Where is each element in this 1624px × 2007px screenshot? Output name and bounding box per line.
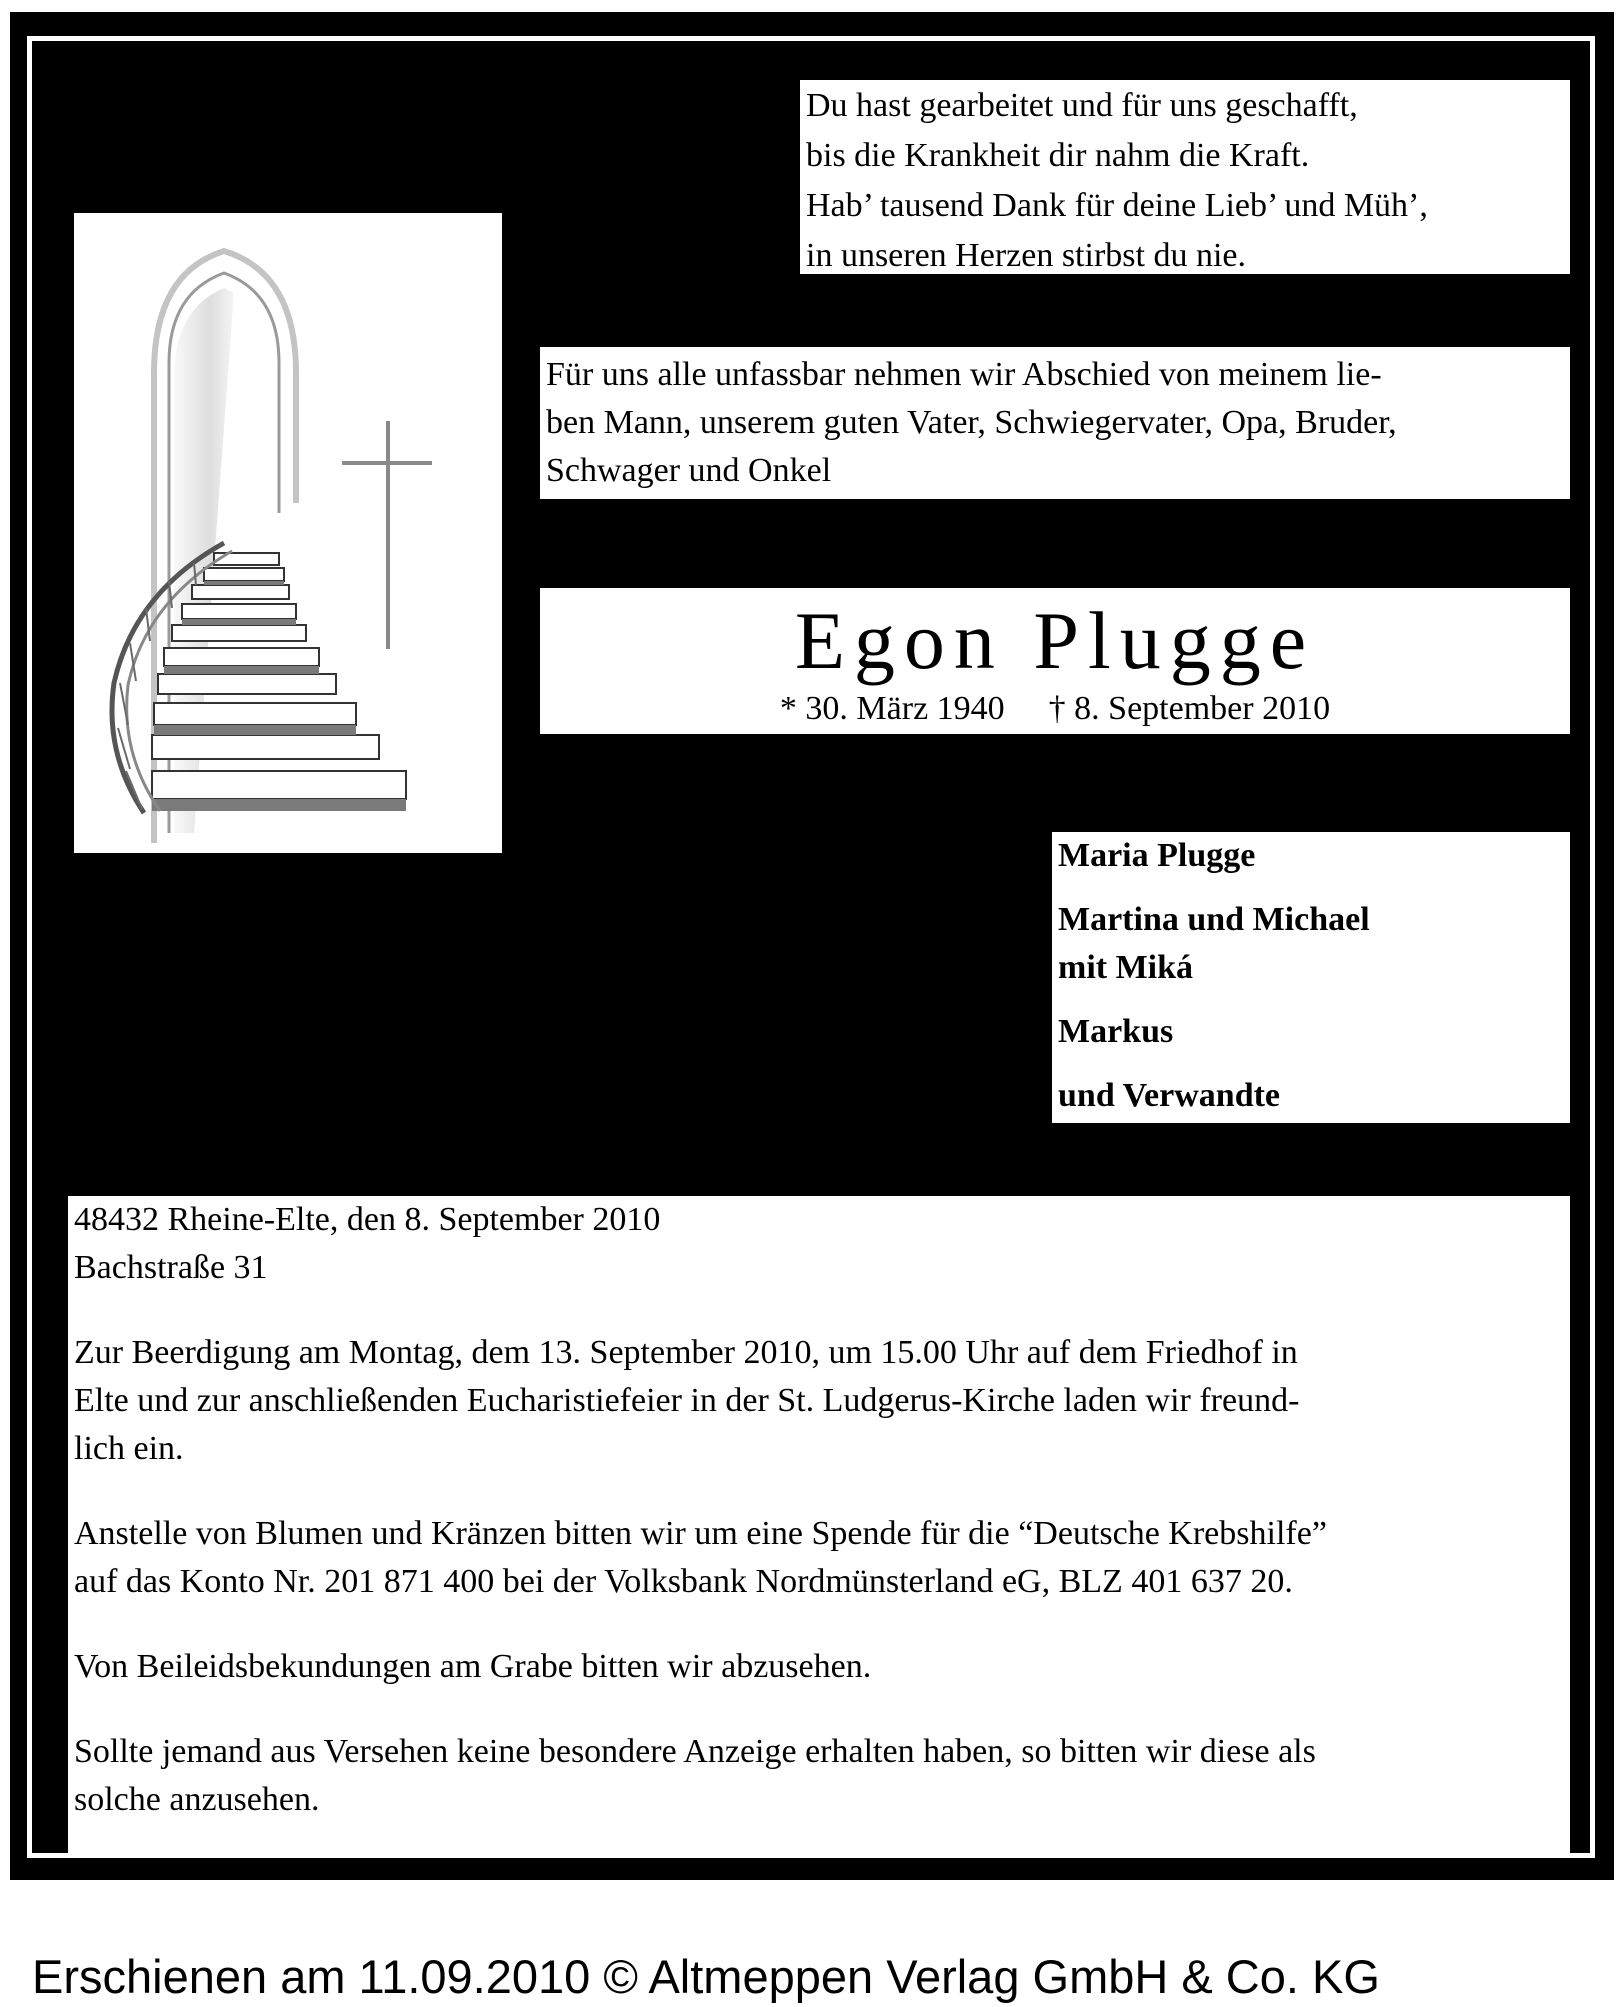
staircase-cross-illustration	[74, 213, 502, 853]
obituary-frame	[10, 12, 1614, 1880]
poem-line: in unseren Herzen stirbst du nie.	[806, 237, 1246, 274]
condolence-line: Von Beileidsbekundungen am Grabe bitten wir abzusehen.	[74, 1648, 872, 1685]
funeral-line: Elte und zur anschließenden Eucharistiefeier in der St. Ludgerus-Kirche laden wir freund-	[74, 1382, 1300, 1419]
notice-paragraph	[74, 1728, 1564, 1824]
family-member: Martina und Michael	[1058, 901, 1370, 938]
intro-line: Für uns alle unfassbar nehmen wir Abschied von meinem lie-	[546, 356, 1382, 393]
publication-footer: Erschienen am 11.09.2010 © Altmeppen Verlag GmbH & Co. KG	[32, 1950, 1380, 2003]
family-box	[1052, 832, 1570, 1123]
donation-line: auf das Konto Nr. 201 871 400 bei der Volksbank Nordmünsterland eG, BLZ 401 637 20.	[74, 1563, 1293, 1600]
poem-box	[800, 80, 1570, 274]
poem-line: Hab’ tausend Dank für deine Lieb’ und Müh’,	[806, 187, 1428, 224]
poem-line: Du hast gearbeitet und für uns geschafft,	[806, 87, 1358, 124]
family-member: mit Miká	[1058, 949, 1194, 986]
death-date: † 8. September 2010	[1048, 690, 1331, 727]
poem-line: bis die Krankheit dir nahm die Kraft.	[806, 137, 1310, 174]
family-member: Markus	[1058, 1013, 1174, 1050]
donation-paragraph	[74, 1510, 1564, 1606]
family-member: Maria Plugge	[1058, 837, 1256, 874]
intro-box	[540, 347, 1570, 499]
donation-line: Anstelle von Blumen und Kränzen bitten wir um eine Spende für die “Deutsche Krebshilfe”	[74, 1515, 1327, 1552]
life-dates	[540, 689, 1570, 729]
intro-line: ben Mann, unserem guten Vater, Schwiegervater, Opa, Bruder,	[546, 404, 1397, 441]
details-box	[68, 1196, 1570, 1854]
deceased-name: Egon Plugge	[794, 595, 1316, 686]
funeral-paragraph	[74, 1329, 1564, 1473]
notice-line: solche anzusehen.	[74, 1781, 320, 1818]
staircase-cross-icon	[74, 213, 502, 853]
birth-date: * 30. März 1940	[779, 690, 1005, 727]
condolence-paragraph	[74, 1643, 1564, 1691]
street-address: Bachstraße 31	[74, 1249, 268, 1286]
notice-line: Sollte jemand aus Versehen keine besondere Anzeige erhalten haben, so bitten wir diese als	[74, 1733, 1316, 1770]
family-member: und Verwandte	[1058, 1077, 1281, 1114]
place-date: 48432 Rheine-Elte, den 8. September 2010	[74, 1201, 661, 1238]
funeral-line: lich ein.	[74, 1430, 184, 1467]
intro-line: Schwager und Onkel	[546, 452, 832, 489]
deceased-box	[540, 588, 1570, 734]
funeral-line: Zur Beerdigung am Montag, dem 13. September 2010, um 15.00 Uhr auf dem Friedhof in	[74, 1334, 1298, 1371]
